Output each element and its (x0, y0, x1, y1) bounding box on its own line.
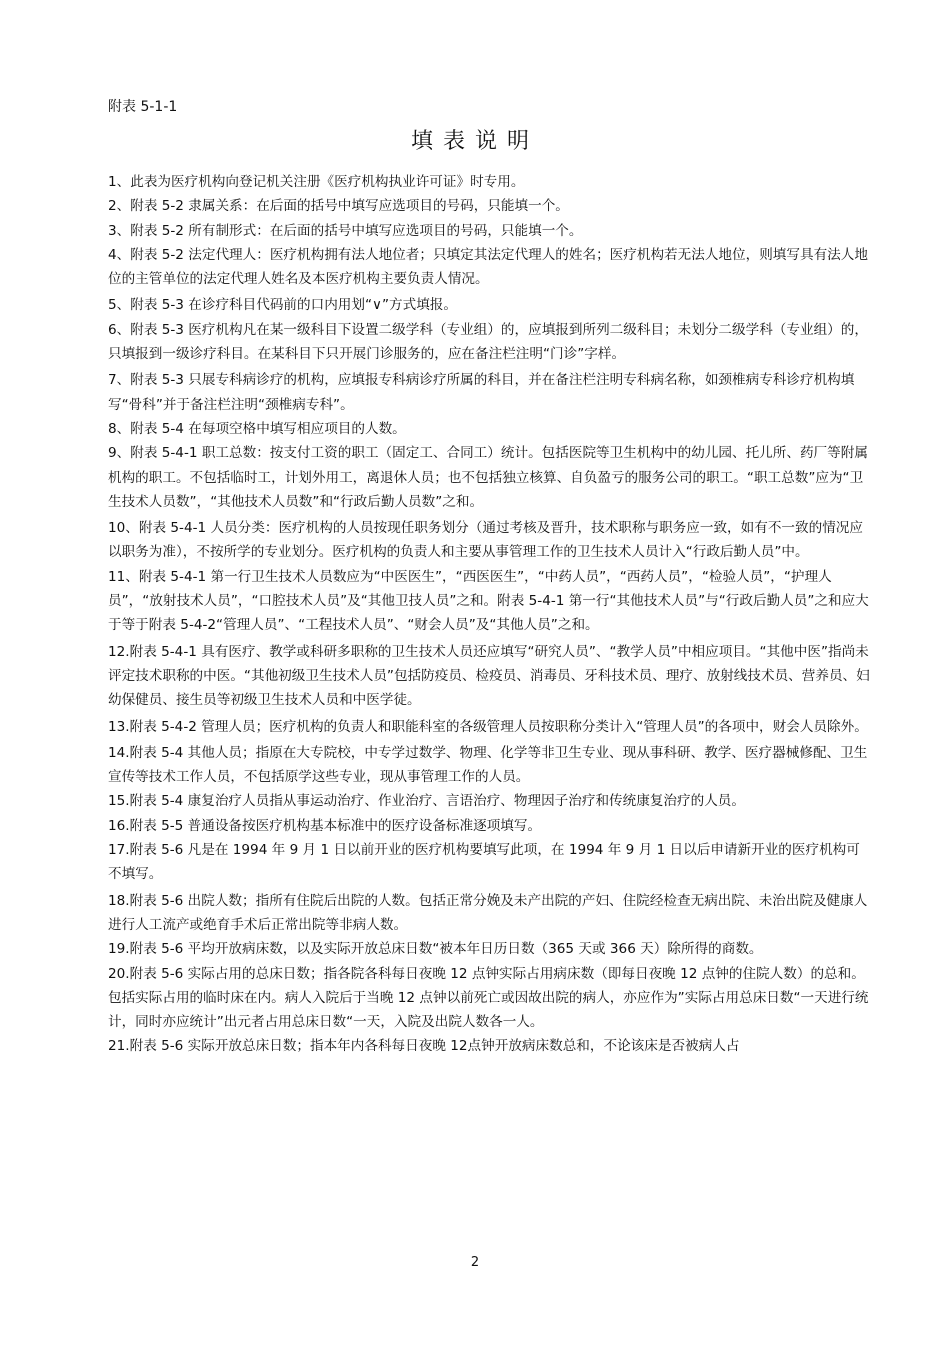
instruction-item: 8、附表 5-4 在每项空格中填写相应项目的人数。 (108, 420, 406, 437)
instruction-item: 16.附表 5-5 普通设备按医疗机构基本标准中的医疗设备标准逐项填写。 (108, 817, 542, 834)
instruction-item: 13.附表 5-4-2 管理人员；医疗机构的负责人和职能科室的各级管理人员按职称分类计入“管理人员”的各项中，财会人员除外。 (108, 718, 868, 735)
instruction-item: 17.附表 5-6 凡是在 1994 年 9 月 1 日以前开业的医疗机构要填写此项，在 1994 年 9 月 1 日以后申请新开业的医疗机构可不填写。 (108, 842, 860, 883)
instruction-item: 1、此表为医疗机构向登记机关注册《医疗机构执业许可证》时专用。 (108, 174, 525, 190)
instruction-item: 6、附表 5-3 医疗机构凡在某一级科目下设置二级学科（专业组）的，应填报到所列二级科目；未划分二级学科（专业组）的，只填报到一级诊疗科目。在某科目下只开展门诊服务的，应在备注栏注明“门诊”字样。 (108, 321, 868, 363)
instruction-item: 20.附表 5-6 实际占用的总床日数；指各院各科每日夜晚 12 点钟实际占用病床数（即每日夜晚 12 点钟的住院人数）的总和。包括实际占用的临时床在内。病人入院后于当晚 12 点钟以前死亡或因故出院的病人，亦应作为”实际占用总床日数“一天进行统计，同时亦应统计”出元者占用总床日数“一天，入院及出院人数各一人。 (108, 965, 869, 1031)
instruction-item: 14.附表 5-4 其他人员；指原在大专院校，中专学过数学、物理、化学等非卫生专业、现从事科研、教学、医疗器械修配、卫生宣传等技术工作人员，不包括原学这些专业，现从事管理工作的人员。 (108, 744, 868, 786)
instruction-item: 18.附表 5-6 出院人数；指所有住院后出院的人数。包括正常分娩及未产出院的产妇、住院经检查无病出院、未治出院及健康人进行人工流产或绝育手术后正常出院等非病人数。 (108, 892, 868, 933)
instruction-item: 2、附表 5-2 隶属关系：在后面的括号中填写应选项目的号码，只能填一个。 (108, 198, 569, 215)
instruction-item: 21.附表 5-6 实际开放总床日数；指本年内各科每日夜晚 12点钟开放病床数总和，不论该床是否被病人占 (108, 1038, 740, 1055)
appendix-label: 附表 5-1-1 (108, 99, 178, 115)
instruction-item: 3、附表 5-2 所有制形式：在后面的括号中填写应选项目的号码，只能填一个。 (108, 222, 583, 239)
page-title: 填表说明 (410, 129, 539, 154)
instruction-item: 7、附表 5-3 只展专科病诊疗的机构，应填报专科病诊疗所属的科目，并在备注栏注明专科病名称，如颈椎病专科诊疗机构填写“骨科”并于备注栏注明“颈椎病专科”。 (108, 372, 855, 413)
page-number: 2 (470, 1255, 480, 1270)
instruction-item: 15.附表 5-4 康复治疗人员指从事运动治疗、作业治疗、言语治疗、物理因子治疗和传统康复治疗的人员。 (108, 793, 745, 810)
instruction-item: 10、附表 5-4-1 人员分类：医疗机构的人员按现任职务划分（通过考核及晋升，技术职称与职务应一致，如有不一致的情况应以职务为准），不按所学的专业划分。医疗机构的负责人和主要从事管理工作的卫生技术人员计入“行政后勤人员”中。 (108, 520, 863, 561)
instruction-item: 4、附表 5-2 法定代理人：医疗机构拥有法人地位者；只填定其法定代理人的姓名；医疗机构若无法人地位，则填写具有法人地位的主管单位的法定代理人姓名及本医疗机构主要负责人情况。 (108, 246, 868, 288)
instruction-item: 9、附表 5-4-1 职工总数：按支付工资的职工（固定工、合同工）统计。包括医院等卫生机构中的幼儿园、托儿所、药厂等附属机构的职工。不包括临时工，计划外用工，离退休人员；也不包括独立核算、自负盈亏的服务公司的职工。“职工总数”应为“卫生技术人员数”，“其他技术人员数”和“行政后勤人员数”之和。 (108, 445, 868, 510)
instruction-item: 12.附表 5-4-1 具有医疗、教学或科研多职称的卫生技术人员还应填写“研究人员”、“教学人员”中相应项目。“其他中医”指尚未评定技术职称的中医。“其他初级卫生技术人员”包括防疫员、检疫员、消毒员、牙科技术员、理疗、放射线技术员、营养员、妇幼保健员、接生员等初级卫生技术人员和中医学徒。 (108, 643, 870, 709)
instructions-list (108, 170, 873, 1059)
instruction-item: 5、附表 5-3 在诊疗科目代码前的口内用划“∨”方式填报。 (108, 297, 457, 314)
instruction-item: 19.附表 5-6 平均开放病床数，以及实际开放总床日数“被本年日历日数（365 天或 366 天）除所得的商数。 (108, 941, 763, 958)
instruction-item: 11、附表 5-4-1 第一行卫生技术人员数应为“中医医生”，“西医医生”，“中药人员”，“西药人员”，“检验人员”，“护理人员”，“放射技术人员”，“口腔技术人员”及“其他卫技人员”之和。附表 5-4-1 第一行“其他技术人员”与“行政后勤人员”之和应大于等于附表 5-4-2“管理人员”、“工程技术人员”、“财会人员”及“其他人员”之和。 (108, 568, 869, 634)
